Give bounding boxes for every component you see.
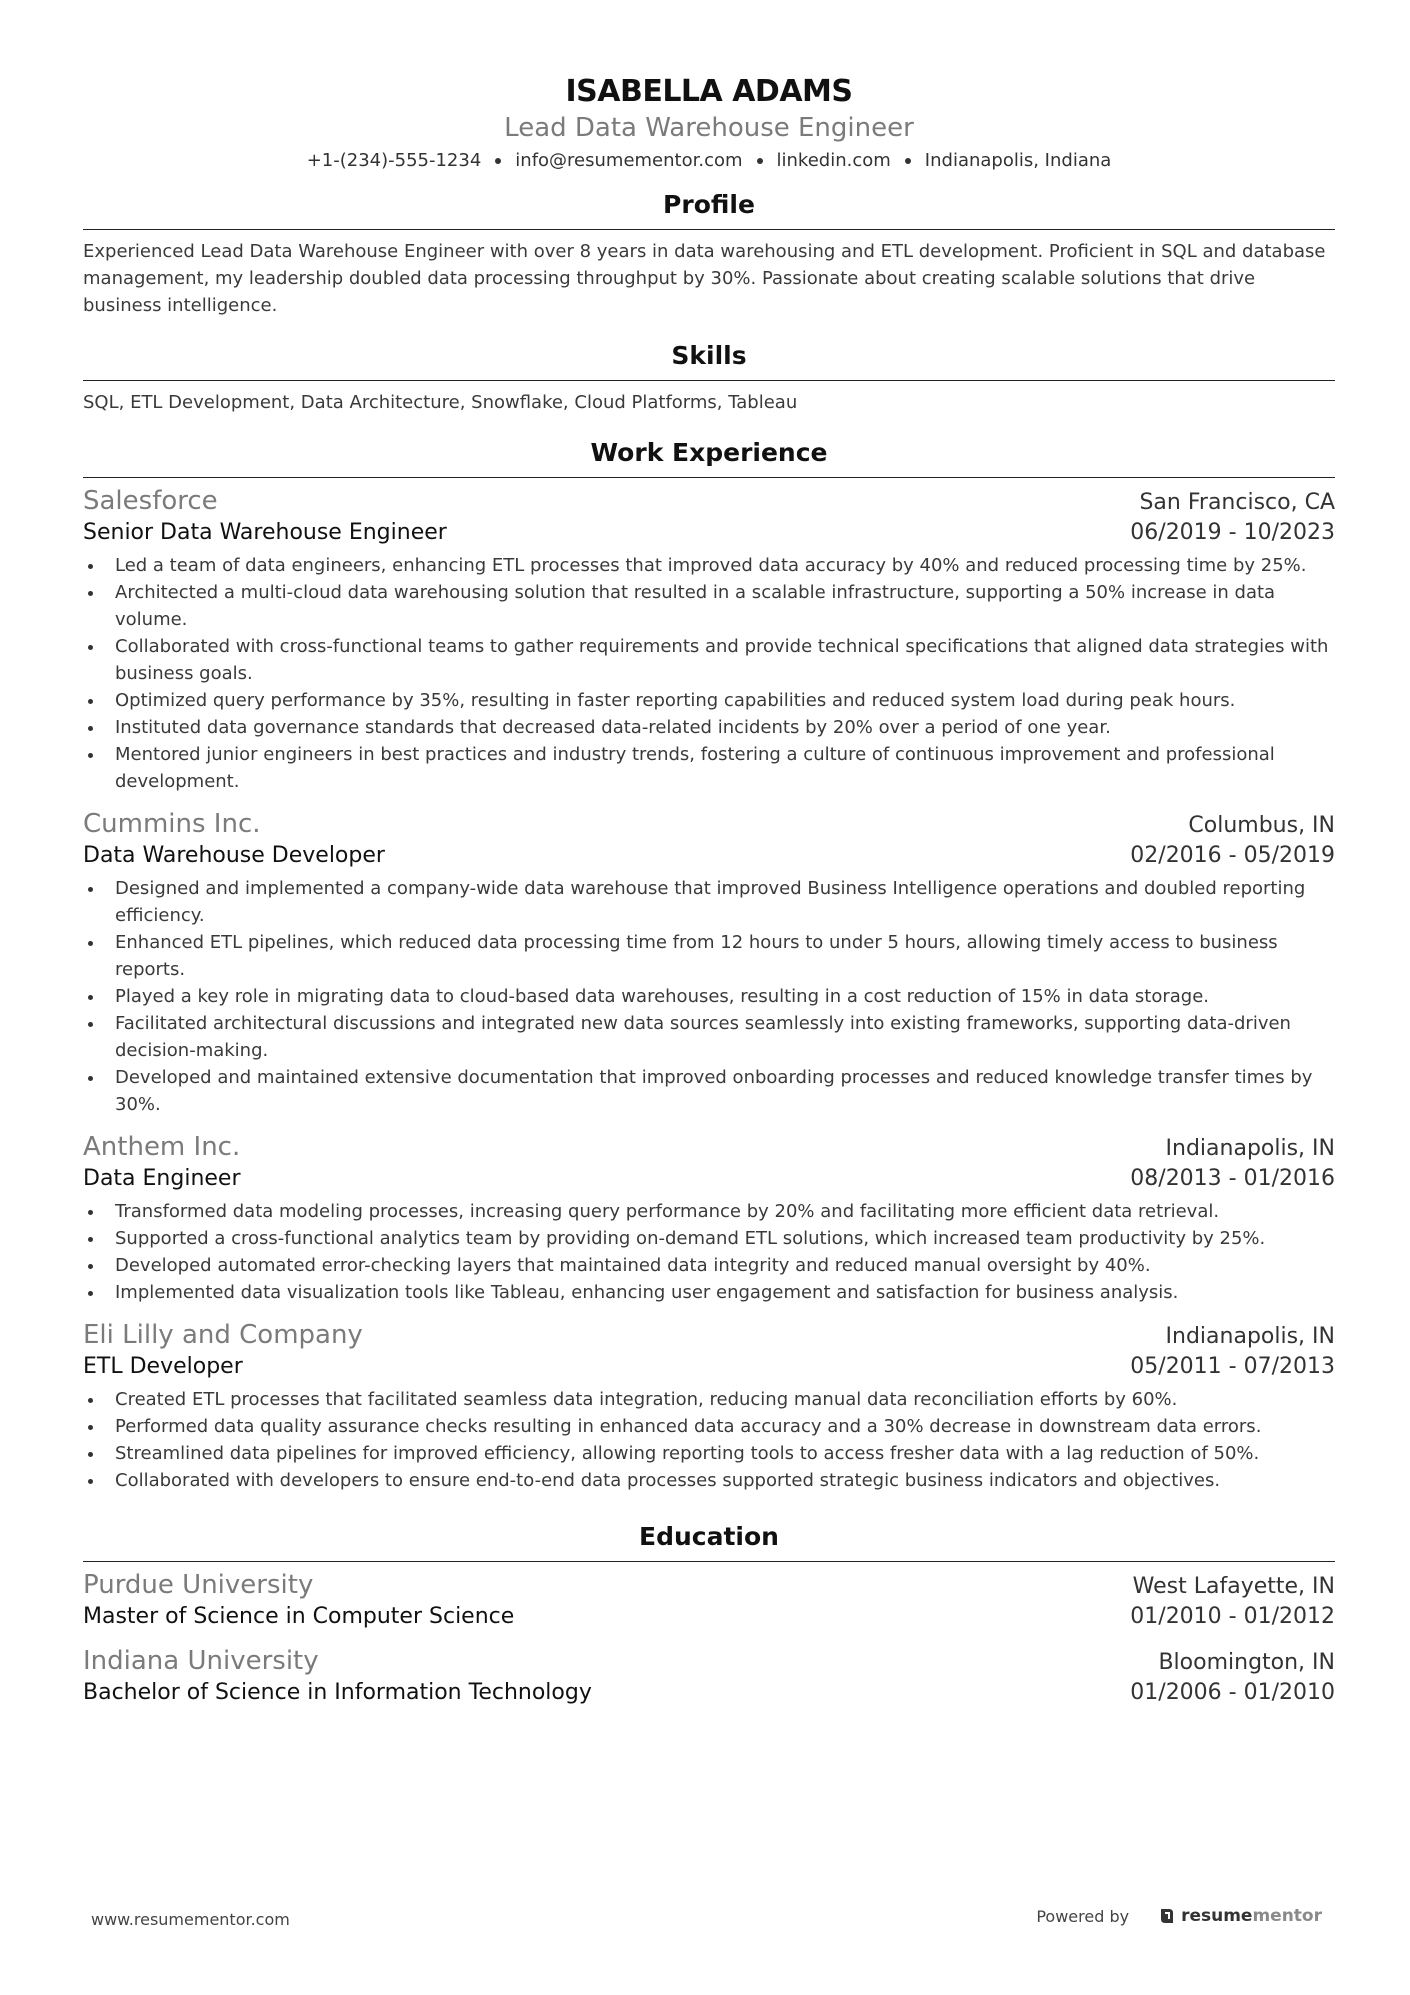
education-degree-row [83,1678,1335,1708]
contact-phone: +1-(234)-555-1234 [306,150,482,171]
brand-logo[interactable] [1159,1906,1322,1926]
job-bullets [83,1386,1335,1494]
footer-website[interactable]: www.resumementor.com [91,1910,290,1929]
job-entry [83,484,1335,795]
job-bullet: Architected a multi-cloud data warehousing solution that resulted in a scalable infrastructure, supporting a 50% increase in data volume. [83,579,1335,633]
education-header-row [83,1568,1335,1602]
job-dates: 06/2019 - 10/2023 [1130,520,1335,545]
job-bullet: Played a key role in migrating data to cloud-based data warehouses, resulting in a cost reduction of 15% in data storage. [83,983,1335,1010]
section-title-education: Education [83,1520,1335,1562]
job-company: Salesforce [83,486,218,516]
education-header-row [83,1644,1335,1678]
education-section [83,1520,1335,1708]
section-title-skills: Skills [83,339,1335,381]
job-bullet: Supported a cross-functional analytics team by providing on-demand ETL solutions, which increased team productivity by 25%. [83,1225,1335,1252]
contact-line [83,148,1335,174]
job-company: Cummins Inc. [83,809,261,839]
job-dates: 02/2016 - 05/2019 [1130,843,1335,868]
education-degree: Master of Science in Computer Science [83,1604,515,1629]
job-bullets [83,1198,1335,1306]
job-role-row [83,841,1335,871]
job-dates: 08/2013 - 01/2016 [1130,1166,1335,1191]
experience-section [83,436,1335,1494]
job-bullet: Collaborated with developers to ensure end-to-end data processes supported strategic business indicators and objectives. [83,1467,1335,1494]
job-role-row [83,1164,1335,1194]
job-bullet: Created ETL processes that facilitated seamless data integration, reducing manual data reconciliation efforts by 60%. [83,1386,1335,1413]
separator-dot [905,158,911,164]
separator-dot [495,158,501,164]
job-bullet: Collaborated with cross-functional teams to gather requirements and provide technical specifications that aligned data strategies with business goals. [83,633,1335,687]
job-bullet: Mentored junior engineers in best practices and industry trends, fostering a culture of continuous improvement and professional development. [83,741,1335,795]
job-company: Anthem Inc. [83,1132,241,1162]
job-location: Indianapolis, IN [1165,1324,1335,1349]
job-bullet: Developed automated error-checking layers that maintained data integrity and reduced manual oversight by 40%. [83,1252,1335,1279]
education-location: West Lafayette, IN [1132,1574,1335,1599]
skills-text: SQL, ETL Development, Data Architecture, Snowflake, Cloud Platforms, Tableau [83,392,798,413]
job-location: Indianapolis, IN [1165,1136,1335,1161]
job-bullet: Performed data quality assurance checks resulting in enhanced data accuracy and a 30% decrease in downstream data errors. [83,1413,1335,1440]
job-role: Data Engineer [83,1166,241,1191]
skills-section [83,339,1335,416]
job-company: Eli Lilly and Company [83,1320,363,1350]
contact-email[interactable]: info@resumementor.com [515,150,743,171]
section-title-profile: Profile [83,188,1335,230]
resumementor-logo-icon [1159,1907,1175,1925]
job-location: San Francisco, CA [1139,490,1335,515]
education-degree: Bachelor of Science in Information Technology [83,1680,592,1705]
job-bullets [83,875,1335,1118]
job-role: ETL Developer [83,1354,243,1379]
brand-name-light: mentor [1252,1906,1322,1926]
education-entry [83,1568,1335,1632]
contact-location: Indianapolis, Indiana [924,150,1112,171]
powered-by-label: Powered by [1036,1906,1130,1926]
contact-linkedin[interactable]: linkedin.com [776,150,891,171]
job-bullets [83,552,1335,795]
job-header-row [83,1318,1335,1352]
job-bullet: Streamlined data pipelines for improved efficiency, allowing reporting tools to access fresher data with a lag reduction of 50%. [83,1440,1335,1467]
brand-name-bold: resume [1181,1906,1253,1926]
job-entry [83,1130,1335,1306]
job-role-row [83,518,1335,548]
job-header-row [83,484,1335,518]
education-school: Purdue University [83,1570,314,1600]
section-title-experience: Work Experience [83,436,1335,478]
job-bullet: Facilitated architectural discussions and integrated new data sources seamlessly into existing frameworks, supporting data-driven decision-making. [83,1010,1335,1064]
education-school: Indiana University [83,1646,319,1676]
job-bullet: Optimized query performance by 35%, resulting in faster reporting capabilities and reduced system load during peak hours. [83,687,1335,714]
job-location: Columbus, IN [1188,813,1335,838]
job-bullet: Instituted data governance standards that decreased data-related incidents by 20% over a period of one year. [83,714,1335,741]
job-bullet: Implemented data visualization tools like Tableau, enhancing user engagement and satisfaction for business analysis. [83,1279,1335,1306]
job-bullet: Developed and maintained extensive documentation that improved onboarding processes and reduced knowledge transfer times by 30%. [83,1064,1335,1118]
separator-dot [757,158,763,164]
candidate-name: ISABELLA ADAMS [565,74,853,109]
resume-header [83,0,1335,174]
job-list [83,484,1335,1494]
resume-page [83,0,1335,1708]
job-entry [83,1318,1335,1494]
education-dates: 01/2006 - 01/2010 [1130,1680,1335,1705]
profile-text: Experienced Lead Data Warehouse Engineer with over 8 years in data warehousing and ETL development. Proficient in SQL and database management, my leadership doubled data processing throughput by 30%. Passionate about creating scalable solutions that drive business intelligence. [83,241,1326,316]
job-bullet: Led a team of data engineers, enhancing ETL processes that improved data accuracy by 40% and reduced processing time by 25%. [83,552,1335,579]
job-entry [83,807,1335,1118]
education-degree-row [83,1602,1335,1632]
job-bullet: Designed and implemented a company-wide data warehouse that improved Business Intelligence operations and doubled reporting efficiency. [83,875,1335,929]
job-role: Senior Data Warehouse Engineer [83,520,447,545]
school-list [83,1568,1335,1708]
profile-section [83,188,1335,319]
footer-brand [1036,1906,1322,1926]
job-header-row [83,807,1335,841]
job-dates: 05/2011 - 07/2013 [1130,1354,1335,1379]
education-entry [83,1644,1335,1708]
job-header-row [83,1130,1335,1164]
job-role-row [83,1352,1335,1382]
job-role: Data Warehouse Developer [83,843,385,868]
job-bullet: Enhanced ETL pipelines, which reduced data processing time from 12 hours to under 5 hours, allowing timely access to business reports. [83,929,1335,983]
education-dates: 01/2010 - 01/2012 [1130,1604,1335,1629]
education-location: Bloomington, IN [1158,1650,1335,1675]
job-bullet: Transformed data modeling processes, increasing query performance by 20% and facilitating more efficient data retrieval. [83,1198,1335,1225]
candidate-title: Lead Data Warehouse Engineer [504,113,914,143]
